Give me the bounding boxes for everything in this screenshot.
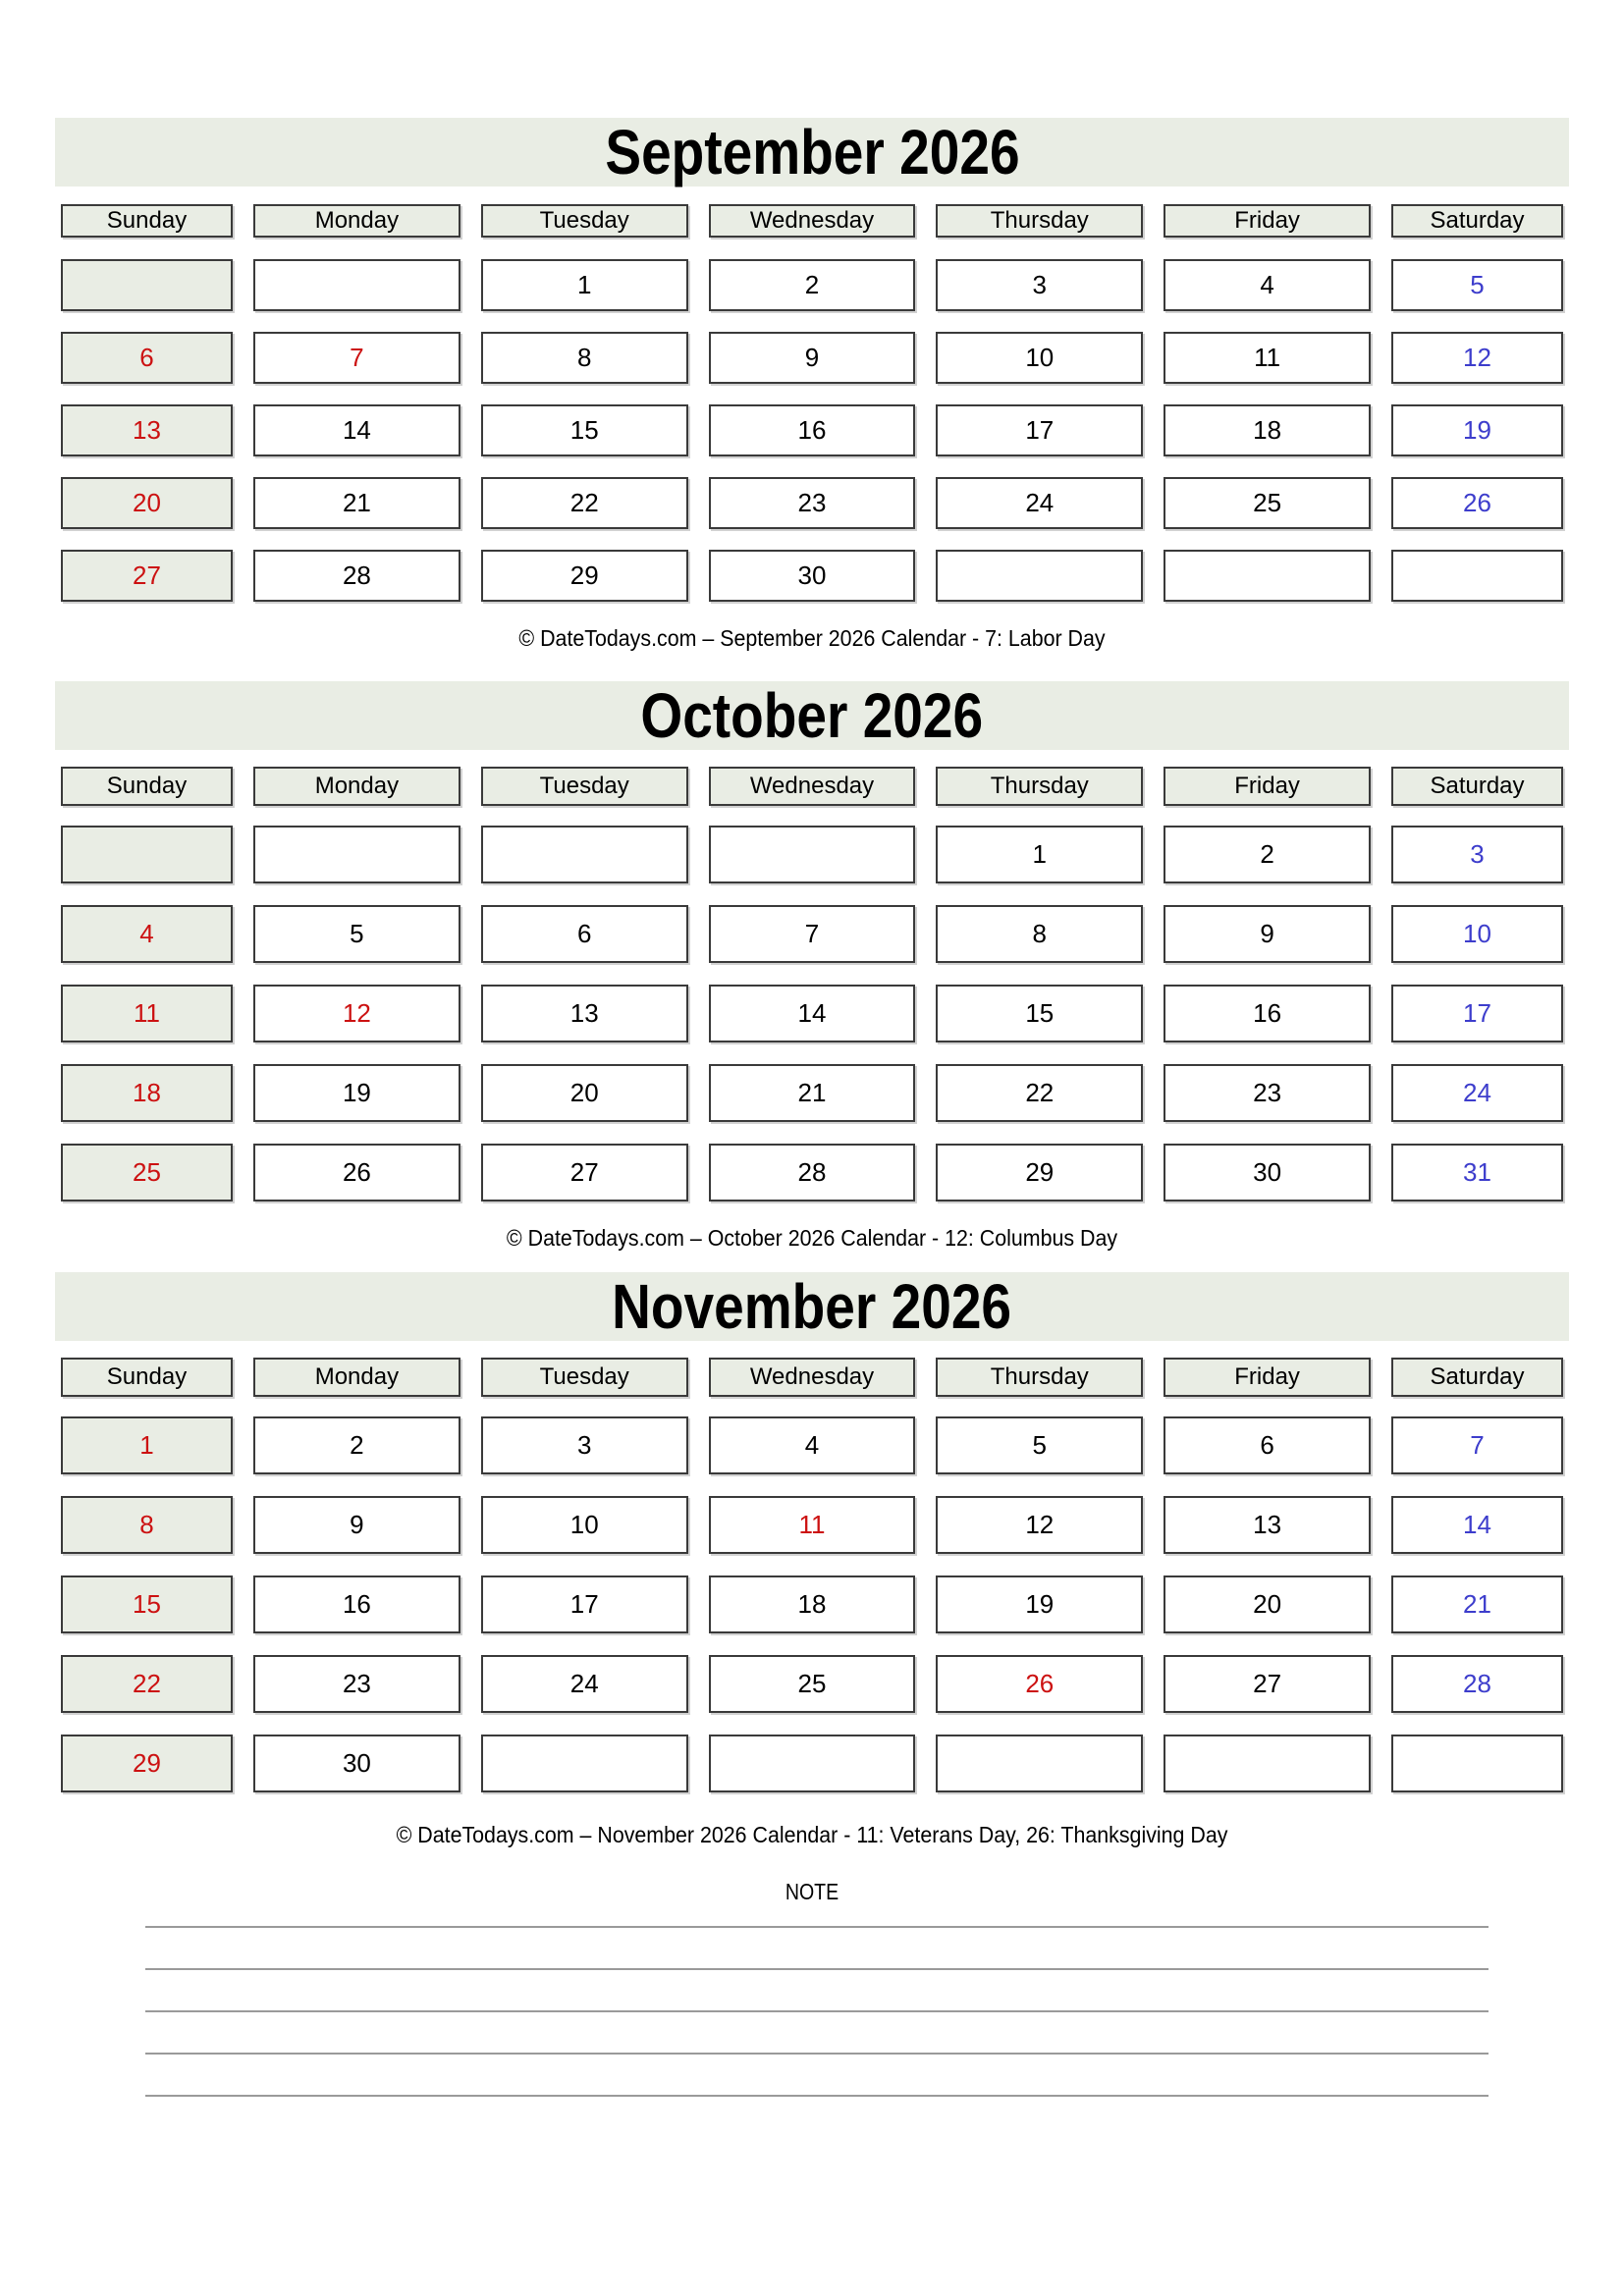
day-cell [1391,259,1563,311]
day-cell [936,1064,1143,1122]
day-number: 24 [1025,488,1055,517]
day-cell [1391,1064,1563,1122]
empty-cell [709,826,916,883]
day-cell [936,404,1143,456]
day-cell [481,477,688,529]
month-section [0,681,1624,1252]
day-number: 21 [797,1078,827,1107]
day-number: 19 [1025,1589,1055,1619]
date-grid [61,1416,1563,1792]
day-number: 14 [342,415,371,445]
day-number: 24 [569,1669,599,1698]
day-cell [253,1064,460,1122]
day-number: 31 [1463,1157,1491,1187]
day-cell [936,477,1143,529]
weekday-row [61,767,1563,806]
weekday-header-wednesday: Wednesday [709,767,916,806]
day-cell [61,404,233,456]
empty-cell [253,259,460,311]
day-number: 25 [797,1669,827,1698]
day-cell [1391,1575,1563,1633]
empty-cell [481,1735,688,1792]
day-cell [61,905,233,963]
month-title: November 2026 [612,1271,1012,1342]
day-number: 20 [1253,1589,1282,1619]
day-cell [1164,905,1371,963]
day-number: 22 [569,488,599,517]
empty-cell [709,1735,916,1792]
day-number: 5 [1032,1430,1048,1460]
empty-cell [253,826,460,883]
weekday-header-monday: Monday [253,767,460,806]
day-number: 28 [797,1157,827,1187]
day-number: 2 [350,1430,364,1460]
weekday-header-tuesday: Tuesday [481,767,688,806]
day-cell [936,826,1143,883]
day-cell [61,550,233,602]
day-number: 13 [1253,1510,1282,1539]
month-title: October 2026 [640,680,984,751]
day-number: 1 [1032,839,1048,869]
day-cell [481,1655,688,1713]
day-cell [253,905,460,963]
day-number: 22 [133,1669,161,1698]
day-cell [709,1064,916,1122]
day-number: 23 [1253,1078,1282,1107]
day-cell [481,905,688,963]
day-number: 16 [1253,998,1282,1028]
month-title-band [55,118,1569,187]
day-number: 27 [133,561,161,590]
day-number: 20 [569,1078,599,1107]
day-number: 29 [569,561,599,590]
day-cell [61,1416,233,1474]
day-cell [61,1144,233,1201]
day-cell [709,477,916,529]
month-title: September 2026 [604,117,1020,187]
empty-cell [481,826,688,883]
day-cell [1391,477,1563,529]
date-grid [61,826,1563,1201]
day-cell [1164,826,1371,883]
day-cell [1164,1655,1371,1713]
day-number: 5 [1470,270,1485,299]
day-cell [481,404,688,456]
day-cell [709,985,916,1042]
day-number: 6 [576,919,592,948]
day-cell [1164,985,1371,1042]
day-number: 30 [342,1748,371,1778]
day-cell [481,332,688,384]
day-number: 9 [350,1510,364,1539]
day-cell [1164,1416,1371,1474]
day-cell [481,1064,688,1122]
day-cell [481,1144,688,1201]
day-number: 19 [1463,415,1491,445]
day-number: 18 [1253,415,1282,445]
day-number: 10 [569,1510,599,1539]
day-cell [709,1575,916,1633]
day-number: 15 [133,1589,161,1619]
note-section [0,1879,1624,2097]
day-number: 4 [139,919,154,948]
day-cell [936,1496,1143,1554]
weekday-header-wednesday: Wednesday [709,1358,916,1397]
day-number: 30 [1253,1157,1282,1187]
day-cell [936,332,1143,384]
weekday-header-monday: Monday [253,204,460,238]
day-cell [1391,332,1563,384]
day-cell [253,550,460,602]
day-number: 28 [342,561,371,590]
day-cell [253,985,460,1042]
day-number: 21 [1463,1589,1491,1619]
day-cell [1391,905,1563,963]
month-title-band [55,681,1569,750]
day-number: 2 [804,270,820,299]
day-number: 5 [350,919,364,948]
note-line [145,1926,1489,1928]
day-number: 20 [133,488,161,517]
day-cell [1164,404,1371,456]
note-line [145,2010,1489,2012]
day-cell [936,905,1143,963]
day-number: 16 [797,415,827,445]
day-number: 24 [1463,1078,1491,1107]
day-number: 8 [576,343,592,372]
day-number: 11 [134,998,160,1028]
day-number: 23 [797,488,827,517]
day-number: 17 [569,1589,599,1619]
empty-cell [61,826,233,883]
day-number: 1 [576,270,592,299]
weekday-header-sunday: Sunday [61,767,233,806]
weekday-header-saturday: Saturday [1391,767,1563,806]
day-cell [253,1144,460,1201]
empty-cell [936,550,1143,602]
day-number: 6 [139,343,154,372]
weekday-header-friday: Friday [1164,1358,1371,1397]
date-grid [61,259,1563,602]
day-number: 3 [1032,270,1048,299]
weekday-row [61,1358,1563,1397]
day-cell [709,1144,916,1201]
day-cell [253,1416,460,1474]
weekday-row [61,204,1563,238]
day-number: 14 [1463,1510,1491,1539]
empty-cell [1164,1735,1371,1792]
day-number: 26 [1463,488,1491,517]
day-cell [1164,259,1371,311]
day-cell [253,1575,460,1633]
day-cell [1391,985,1563,1042]
day-number: 13 [133,415,161,445]
day-cell [709,1655,916,1713]
day-number: 29 [133,1748,161,1778]
weekday-header-thursday: Thursday [936,204,1143,238]
month-caption: © DateTodays.com – October 2026 Calendar - 12: Columbus Day [506,1225,1118,1251]
day-cell [936,1144,1143,1201]
day-number: 9 [804,343,820,372]
day-number: 11 [798,1510,826,1539]
day-number: 18 [797,1589,827,1619]
empty-cell [1391,550,1563,602]
weekday-header-saturday: Saturday [1391,1358,1563,1397]
day-cell [61,1575,233,1633]
month-title-band [55,1272,1569,1341]
day-number: 14 [797,998,827,1028]
weekday-header-friday: Friday [1164,204,1371,238]
day-cell [61,332,233,384]
note-line [145,2095,1489,2097]
month-section [0,118,1624,652]
day-cell [936,1575,1143,1633]
day-cell [61,1655,233,1713]
day-number: 16 [342,1589,371,1619]
day-number: 1 [139,1430,154,1460]
empty-cell [1164,550,1371,602]
day-number: 4 [804,1430,820,1460]
day-cell [709,1496,916,1554]
day-number: 3 [576,1430,592,1460]
weekday-header-friday: Friday [1164,767,1371,806]
day-number: 30 [797,561,827,590]
day-cell [61,985,233,1042]
day-cell [709,1416,916,1474]
day-number: 26 [1025,1669,1055,1698]
day-number: 26 [342,1157,371,1187]
day-cell [936,1655,1143,1713]
weekday-header-thursday: Thursday [936,1358,1143,1397]
month-caption: © DateTodays.com – November 2026 Calendar - 11: Veterans Day, 26: Thanksgiving Day [396,1822,1228,1847]
day-number: 13 [569,998,599,1028]
day-cell [253,1655,460,1713]
day-cell [1164,477,1371,529]
day-cell [61,1496,233,1554]
day-number: 11 [1254,343,1281,372]
day-number: 12 [342,998,371,1028]
day-number: 12 [1463,343,1491,372]
weekday-header-saturday: Saturday [1391,204,1563,238]
day-cell [253,332,460,384]
empty-cell [936,1735,1143,1792]
day-cell [1164,332,1371,384]
month-section [0,1272,1624,1848]
day-number: 22 [1025,1078,1055,1107]
day-cell [481,550,688,602]
weekday-header-tuesday: Tuesday [481,204,688,238]
weekday-header-monday: Monday [253,1358,460,1397]
day-number: 27 [569,1157,599,1187]
day-cell [709,550,916,602]
day-number: 9 [1260,919,1274,948]
day-number: 21 [342,488,371,517]
day-number: 7 [1470,1430,1485,1460]
day-number: 10 [1463,919,1491,948]
day-cell [1391,1144,1563,1201]
day-cell [1391,1416,1563,1474]
day-number: 6 [1260,1430,1274,1460]
day-cell [481,1575,688,1633]
day-cell [936,1416,1143,1474]
day-number: 17 [1025,415,1055,445]
day-cell [61,1735,233,1792]
day-cell [1391,404,1563,456]
day-cell [253,1735,460,1792]
day-cell [481,1416,688,1474]
months [0,118,1624,2097]
day-number: 29 [1025,1157,1055,1187]
day-cell [1164,1496,1371,1554]
day-number: 4 [1260,270,1274,299]
day-cell [1391,1655,1563,1713]
day-cell [936,985,1143,1042]
month-caption: © DateTodays.com – September 2026 Calendar - 7: Labor Day [518,625,1106,651]
day-number: 7 [804,919,820,948]
day-cell [61,477,233,529]
day-cell [253,404,460,456]
day-cell [709,404,916,456]
note-line [145,1968,1489,1970]
day-number: 3 [1470,839,1485,869]
day-number: 18 [133,1078,161,1107]
day-number: 2 [1260,839,1274,869]
day-cell [481,259,688,311]
weekday-header-wednesday: Wednesday [709,204,916,238]
day-cell [1164,1144,1371,1201]
day-number: 23 [342,1669,371,1698]
weekday-header-thursday: Thursday [936,767,1143,806]
note-lines [145,1926,1489,2097]
day-cell [253,1496,460,1554]
day-cell [709,332,916,384]
day-number: 19 [342,1078,371,1107]
day-cell [1164,1064,1371,1122]
weekday-header-sunday: Sunday [61,204,233,238]
day-cell [481,985,688,1042]
day-number: 7 [350,343,364,372]
day-number: 28 [1463,1669,1491,1698]
day-number: 25 [1253,488,1282,517]
note-line [145,2053,1489,2055]
day-number: 27 [1253,1669,1282,1698]
day-number: 8 [139,1510,154,1539]
day-cell [481,1496,688,1554]
note-label: NOTE [785,1879,839,1904]
day-cell [1391,826,1563,883]
day-cell [1164,1575,1371,1633]
day-cell [1391,1496,1563,1554]
day-number: 8 [1032,919,1048,948]
day-cell [253,477,460,529]
day-number: 10 [1025,343,1055,372]
day-cell [61,1064,233,1122]
day-cell [709,259,916,311]
weekday-header-sunday: Sunday [61,1358,233,1397]
weekday-header-tuesday: Tuesday [481,1358,688,1397]
day-number: 25 [133,1157,161,1187]
empty-cell [1391,1735,1563,1792]
day-cell [709,905,916,963]
day-number: 15 [1025,998,1055,1028]
day-number: 12 [1025,1510,1055,1539]
empty-cell [61,259,233,311]
day-number: 17 [1463,998,1491,1028]
day-number: 15 [569,415,599,445]
day-cell [936,259,1143,311]
